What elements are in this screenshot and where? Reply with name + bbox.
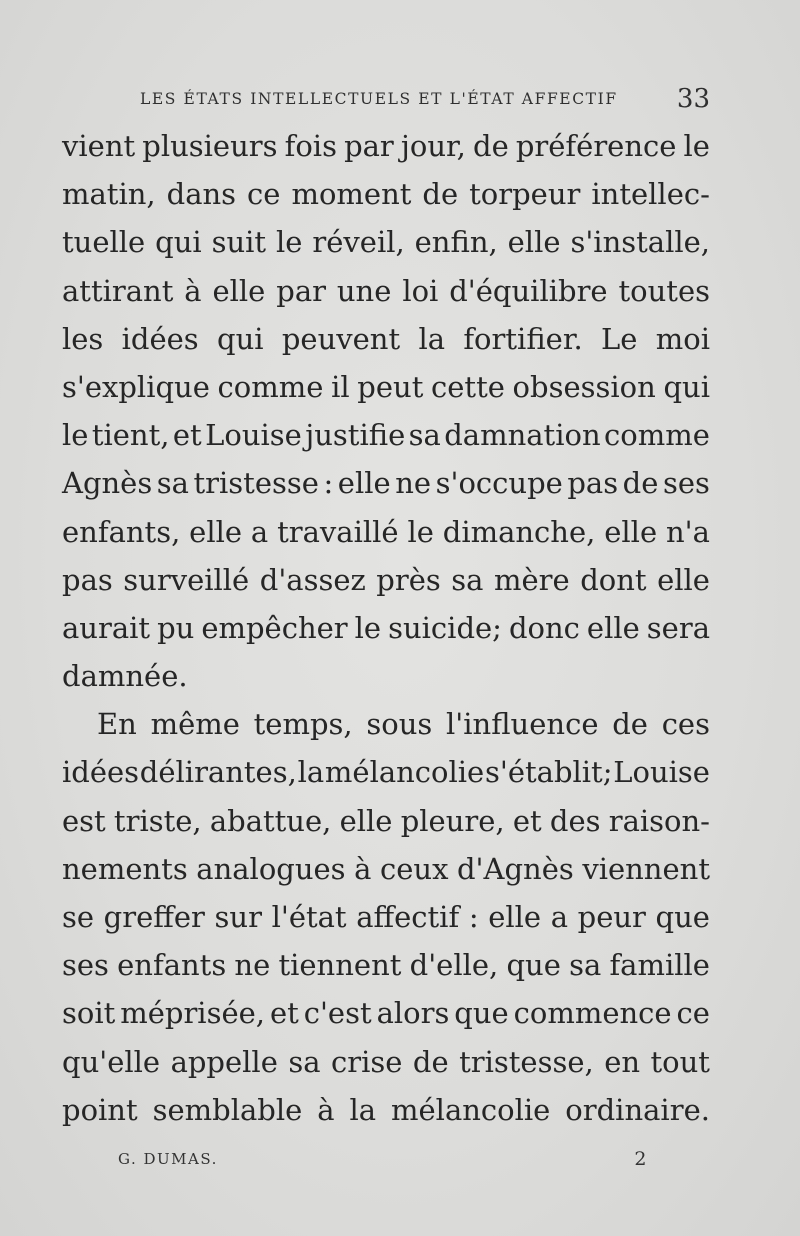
word: s'installe,	[570, 225, 710, 260]
text-line	[62, 267, 710, 315]
word: pas	[567, 466, 619, 501]
text-line	[62, 459, 710, 507]
word: vient	[62, 129, 136, 163]
word: de	[412, 1044, 449, 1079]
word: pas	[62, 562, 113, 597]
word: ordinaire.	[565, 1092, 710, 1127]
word: pleure,	[400, 803, 505, 838]
word: s'occupe	[435, 466, 563, 501]
word: cette	[431, 369, 505, 404]
word: fortifier.	[463, 321, 583, 356]
word: les	[62, 321, 104, 356]
word: ces	[661, 707, 710, 742]
word: qui	[663, 369, 710, 404]
text-line	[62, 748, 710, 796]
word: attirant	[62, 273, 174, 308]
word: la	[297, 755, 325, 790]
word: et	[172, 418, 202, 453]
word: plusieurs	[142, 129, 278, 163]
word: comme	[604, 418, 710, 453]
word: le	[62, 418, 89, 453]
word: torpeur	[469, 177, 581, 212]
word: que	[655, 900, 710, 934]
word: l'état	[271, 900, 347, 934]
word: enfants	[117, 948, 227, 983]
running-title: LES ÉTATS INTELLECTUELS ET L'ÉTAT AFFECTIF	[140, 90, 618, 108]
text-line	[62, 700, 710, 748]
printer-signature	[118, 1150, 648, 1174]
word: sa	[408, 418, 441, 453]
text-line	[62, 893, 710, 941]
word: soit	[62, 996, 116, 1031]
word: tristesse	[193, 466, 319, 501]
word: En	[97, 707, 137, 742]
word: enfin,	[414, 225, 498, 260]
word: aurait	[62, 610, 151, 645]
word: a	[550, 900, 569, 934]
word: dans	[166, 177, 237, 212]
text-line	[62, 122, 710, 170]
word: de	[612, 707, 648, 742]
word: suicide;	[388, 610, 502, 645]
word: temps,	[253, 707, 353, 742]
word: ceux	[379, 851, 449, 886]
word: qui	[155, 225, 202, 260]
word: tout	[650, 1044, 710, 1079]
word: crise	[330, 1044, 403, 1079]
word: même	[150, 707, 240, 742]
word: :	[323, 466, 334, 501]
word: sa	[569, 948, 602, 983]
word: d'Agnès	[456, 851, 574, 886]
word: sous	[366, 707, 433, 742]
word: greffer	[103, 900, 205, 934]
word: loi	[402, 273, 439, 308]
word: elle	[488, 900, 542, 934]
word: l'influence	[446, 707, 599, 742]
text-line	[62, 652, 710, 700]
word: c'est	[303, 996, 372, 1031]
word: ce	[247, 177, 281, 212]
word: tuelle	[62, 225, 146, 260]
word: point	[62, 1092, 138, 1127]
word: alors	[376, 996, 450, 1031]
word: que	[506, 948, 561, 983]
word: ses	[62, 948, 109, 983]
word: peur	[577, 900, 646, 934]
word: la	[418, 321, 446, 356]
word: que	[454, 996, 509, 1031]
word: famille	[609, 948, 710, 983]
word: commence	[513, 996, 672, 1031]
word: raison-	[608, 803, 710, 838]
word: sa	[451, 562, 484, 597]
word: mélancolie	[324, 755, 485, 790]
word: des	[549, 803, 601, 838]
word: de	[422, 177, 459, 212]
word: mère	[493, 562, 570, 597]
word: comme	[217, 369, 324, 404]
word: suit	[211, 225, 267, 260]
word: moment	[291, 177, 412, 212]
word: elle	[586, 610, 640, 645]
word: dimanche,	[442, 514, 596, 549]
word: réveil,	[312, 225, 405, 260]
word: travaillé	[277, 514, 399, 549]
word: damnée.	[62, 659, 188, 694]
word: sa	[156, 466, 189, 501]
word: moi	[655, 321, 710, 356]
word: :	[468, 900, 479, 934]
word: est	[62, 803, 106, 838]
word: préférence	[515, 129, 677, 163]
word: et	[512, 803, 542, 838]
word: analogues	[196, 851, 346, 886]
word: semblable	[152, 1092, 303, 1127]
word: obsession	[512, 369, 656, 404]
word: tiennent	[278, 948, 402, 983]
word: matin,	[62, 177, 156, 212]
word: empêcher	[201, 610, 348, 645]
word: le	[276, 225, 303, 260]
word: sa	[288, 1044, 321, 1079]
word: délirantes,	[139, 755, 297, 790]
word: le	[354, 610, 382, 645]
word: elle	[339, 803, 393, 838]
word: en	[604, 1044, 641, 1079]
word: ce	[676, 996, 710, 1031]
word: Louise	[613, 755, 710, 790]
word: de	[473, 129, 509, 163]
text-line	[62, 411, 710, 459]
word: d'équilibre	[449, 273, 608, 308]
word: mélancolie	[391, 1092, 551, 1127]
word: peuvent	[281, 321, 401, 356]
word: elle	[507, 225, 561, 260]
word: se	[62, 900, 95, 934]
word: près	[376, 562, 441, 597]
word: de	[622, 466, 659, 501]
word: et	[269, 996, 299, 1031]
text-line	[62, 1038, 710, 1086]
text-line	[62, 556, 710, 604]
word: appelle	[170, 1044, 278, 1079]
word: tristesse,	[459, 1044, 594, 1079]
signature-number: 2	[634, 1148, 648, 1170]
page-number: 33	[676, 84, 710, 114]
word: triste,	[113, 803, 202, 838]
word: la	[349, 1092, 377, 1127]
word: il	[331, 369, 350, 404]
word: à	[354, 851, 372, 886]
text-line	[62, 845, 710, 893]
word: viennent	[582, 851, 710, 886]
word: n'a	[665, 514, 710, 549]
word: dont	[580, 562, 647, 597]
word: sera	[646, 610, 710, 645]
word: Agnès	[62, 466, 153, 501]
word: le	[407, 514, 434, 549]
running-head	[140, 84, 710, 114]
word: Le	[601, 321, 638, 356]
word: elle	[189, 514, 243, 549]
text-line	[62, 1086, 710, 1134]
word: surveillé	[123, 562, 250, 597]
word: par	[276, 273, 326, 308]
word: justifie	[305, 418, 406, 453]
word: elle	[337, 466, 391, 501]
word: tient,	[91, 418, 170, 453]
word: s'établit;	[484, 755, 613, 790]
word: Louise	[205, 418, 302, 453]
text-line	[62, 989, 710, 1037]
word: elle	[604, 514, 658, 549]
word: d'elle,	[409, 948, 499, 983]
word: donc	[508, 610, 580, 645]
text-line	[62, 218, 710, 266]
word: elle	[657, 562, 710, 597]
word: idées	[121, 321, 199, 356]
word: nements	[62, 851, 188, 886]
word: peut	[357, 369, 424, 404]
word: d'assez	[259, 562, 366, 597]
word: par	[344, 129, 394, 163]
word: sur	[214, 900, 262, 934]
signature-author: G. DUMAS.	[118, 1150, 218, 1168]
word: damnation	[444, 418, 601, 453]
word: ne	[395, 466, 432, 501]
word: une	[336, 273, 392, 308]
text-line	[62, 315, 710, 363]
word: idées	[62, 755, 140, 790]
word: enfants,	[62, 514, 181, 549]
word: qu'elle	[62, 1044, 161, 1079]
word: affectif	[356, 900, 460, 934]
text-line	[62, 508, 710, 556]
word: s'explique	[62, 369, 210, 404]
word: ne	[234, 948, 271, 983]
word: intellec-	[591, 177, 710, 212]
word: ses	[662, 466, 710, 501]
word: a	[250, 514, 269, 549]
text-line	[62, 604, 710, 652]
word: jour,	[400, 129, 466, 163]
word: toutes	[618, 273, 710, 308]
word: pu	[157, 610, 195, 645]
word: abattue,	[209, 803, 332, 838]
word: qui	[217, 321, 264, 356]
word: le	[683, 129, 710, 163]
word: méprisée,	[120, 996, 266, 1031]
text-line	[62, 941, 710, 989]
text-line	[62, 797, 710, 845]
word: à	[184, 273, 202, 308]
text-line	[62, 170, 710, 218]
word: à	[317, 1092, 335, 1127]
body-text	[62, 122, 710, 1134]
word: fois	[284, 129, 337, 163]
word: elle	[212, 273, 266, 308]
text-line	[62, 363, 710, 411]
